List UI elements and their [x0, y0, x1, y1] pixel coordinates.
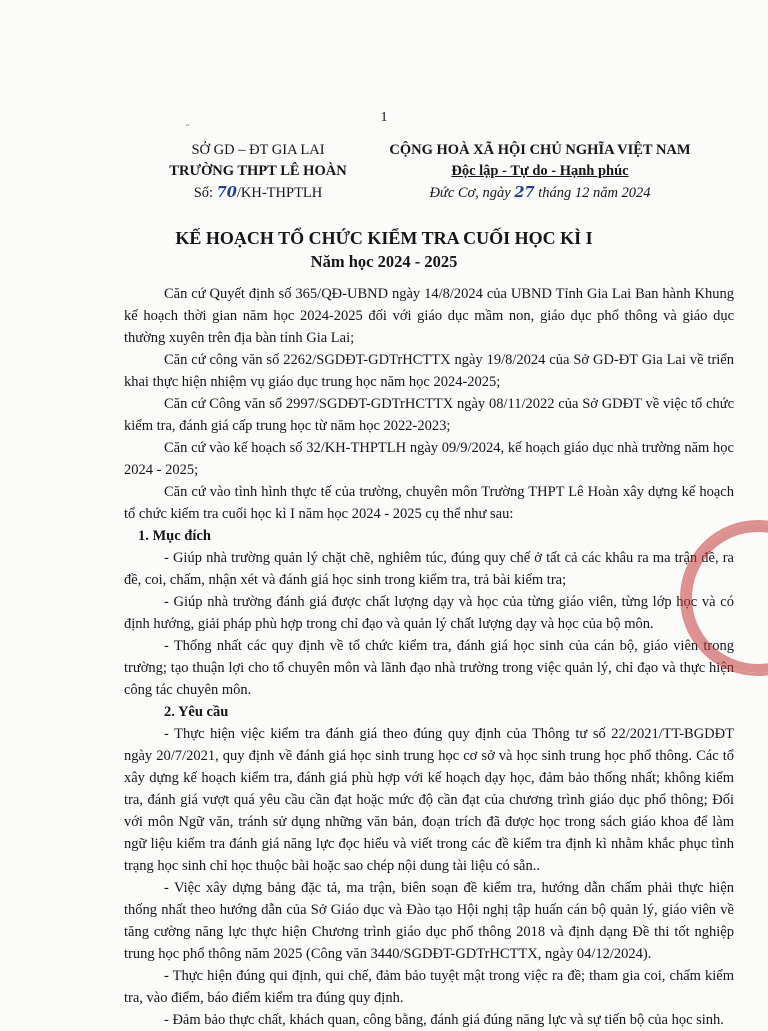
- nation-title: CỘNG HOÀ XÃ HỘI CHỦ NGHĨA VIỆT NAM: [389, 142, 691, 158]
- requirement-item: - Việc xây dựng bảng đặc tả, ma trận, biên soạn đề kiểm tra, hướng dẫn chấm phải thực hiện thống nhất theo hướng dẫn của Sở Giáo dục và Đào tạo Hội nghị tập huấn cán bộ quản lý, giáo viên về tăng cường năng lực thực hiện Chương trình giáo dục phổ thông 2018 và định dạng Đề thi tốt nghiệp trung học phổ thông năm 2025 (Công văn 3440/SGDĐT-GDTrHCTTX, ngày 04/12/2024).: [124, 880, 734, 962]
- motto: Độc lập - Tự do - Hạnh phúc: [451, 163, 629, 179]
- requirement-item: - Thực hiện việc kiểm tra đánh giá theo đúng quy định của Thông tư số 22/2021/TT-BGDĐT ngày 20/7/2021, quy định về đánh giá học sinh trung học cơ sở và học sinh trung học phổ thông. Các tổ xây dựng kế hoạch kiểm tra, đánh giá phù hợp với kế hoạch dạy học, đảm bảo thống nhất; không kiểm tra, đánh giá vượt quá yêu cầu cần đạt hoặc mức độ cần đạt của chương trình giáo dục phổ thông; Đối với môn Ngữ văn, tránh sử dụng những văn bản, đoạn trích đã được học trong sách giáo khoa để làm ngữ liệu kiểm tra đánh giá năng lực đọc hiểu và viết trong các đề kiểm tra định kì nhằm khắc phục tình trạng học sinh chỉ học thuộc bài hoặc sao chép nội dung tài liệu có sẵn..: [124, 726, 734, 874]
- basis-paragraph: Căn cứ Công văn số 2997/SGDĐT-GDTrHCTTX ngày 08/11/2022 của Sở GDĐT về việc tổ chức kiểm tra, đánh giá cấp trung học từ năm học 2022-2023;: [124, 396, 734, 434]
- purpose-item: - Thống nhất các quy định về tổ chức kiểm tra, đánh giá học sinh của cán bộ, giáo viên trong trường; tạo thuận lợi cho tổ chuyên môn và lãnh đạo nhà trường trong việc quản lý, chỉ đạo và thực hiện công tác chuyên môn.: [124, 638, 734, 698]
- date-line: [380, 182, 700, 204]
- document-number: [148, 182, 368, 204]
- section-heading-requirements: 2. Yêu cầu: [164, 704, 229, 720]
- document-title: [0, 226, 768, 274]
- issuer-block: [148, 140, 368, 204]
- requirement-item: - Thực hiện đúng qui định, qui chế, đảm bảo tuyệt mật trong việc ra đề; tham gia coi, chấm kiểm tra, vào điểm, báo điểm kiểm tra đúng quy định.: [124, 968, 734, 1006]
- date-suffix: tháng 12 năm 2024: [534, 185, 651, 201]
- date-day-handwritten: 27: [514, 184, 535, 201]
- basis-paragraph: Căn cứ vào kế hoạch số 32/KH-THPTLH ngày 09/9/2024, kế hoạch giáo dục nhà trường năm học 2024 - 2025;: [124, 440, 734, 478]
- doc-no-suffix: /KH-THPTLH: [236, 185, 323, 201]
- purpose-item: - Giúp nhà trường quản lý chặt chẽ, nghiêm túc, đúng quy chế ở tất cả các khâu ra ma trận đề, ra đề, coi, chấm, nhận xét và đánh giá học sinh trong kiểm tra, trả bài kiểm tra;: [124, 550, 734, 588]
- section-heading-purpose: 1. Mục đích: [138, 528, 211, 544]
- national-header: [380, 140, 700, 204]
- department-name: SỞ GD – ĐT GIA LAI: [191, 142, 325, 158]
- date-prefix: Đức Cơ, ngày: [429, 185, 515, 201]
- page-number: 1: [380, 110, 388, 125]
- school-name: TRƯỜNG THPT LÊ HOÀN: [169, 163, 347, 179]
- doc-no-handwritten: 70: [216, 184, 237, 201]
- basis-paragraph: Căn cứ Quyết định số 365/QĐ-UBND ngày 14/8/2024 của UBND Tỉnh Gia Lai Ban hành Khung kế hoạch thời gian năm học 2024-2025 đối với giáo dục mầm non, giáo dục phổ thông và giáo dục thường xuyên trên địa bàn tỉnh Gia Lai;: [124, 286, 734, 346]
- title-sub: Năm học 2024 - 2025: [310, 252, 458, 271]
- basis-paragraph: Căn cứ vào tình hình thực tế của trường, chuyên môn Trường THPT Lê Hoàn xây dựng kế hoạch tổ chức kiểm tra cuối học kì I năm học 2024 - 2025 cụ thể như sau:: [124, 484, 734, 522]
- scan-mark: ˝: [186, 124, 190, 135]
- doc-no-prefix: Số:: [193, 185, 217, 201]
- requirement-item: - Đảm bảo thực chất, khách quan, công bằng, đánh giá đúng năng lực và sự tiến bộ của học sinh.: [164, 1012, 724, 1028]
- title-main: KẾ HOẠCH TỔ CHỨC KIỂM TRA CUỐI HỌC KÌ I: [175, 228, 593, 248]
- document-body: [124, 283, 734, 1031]
- purpose-item: - Giúp nhà trường đánh giá được chất lượng dạy và học của từng giáo viên, từng lớp học và có định hướng, giải pháp phù hợp trong chỉ đạo và quản lý chất lượng dạy và học của bộ môn.: [124, 594, 734, 632]
- basis-paragraph: Căn cứ công văn số 2262/SGDĐT-GDTrHCTTX ngày 19/8/2024 của Sở GD-ĐT Gia Lai về triển khai thực hiện nhiệm vụ giáo dục trung học năm học 2024-2025;: [124, 352, 734, 390]
